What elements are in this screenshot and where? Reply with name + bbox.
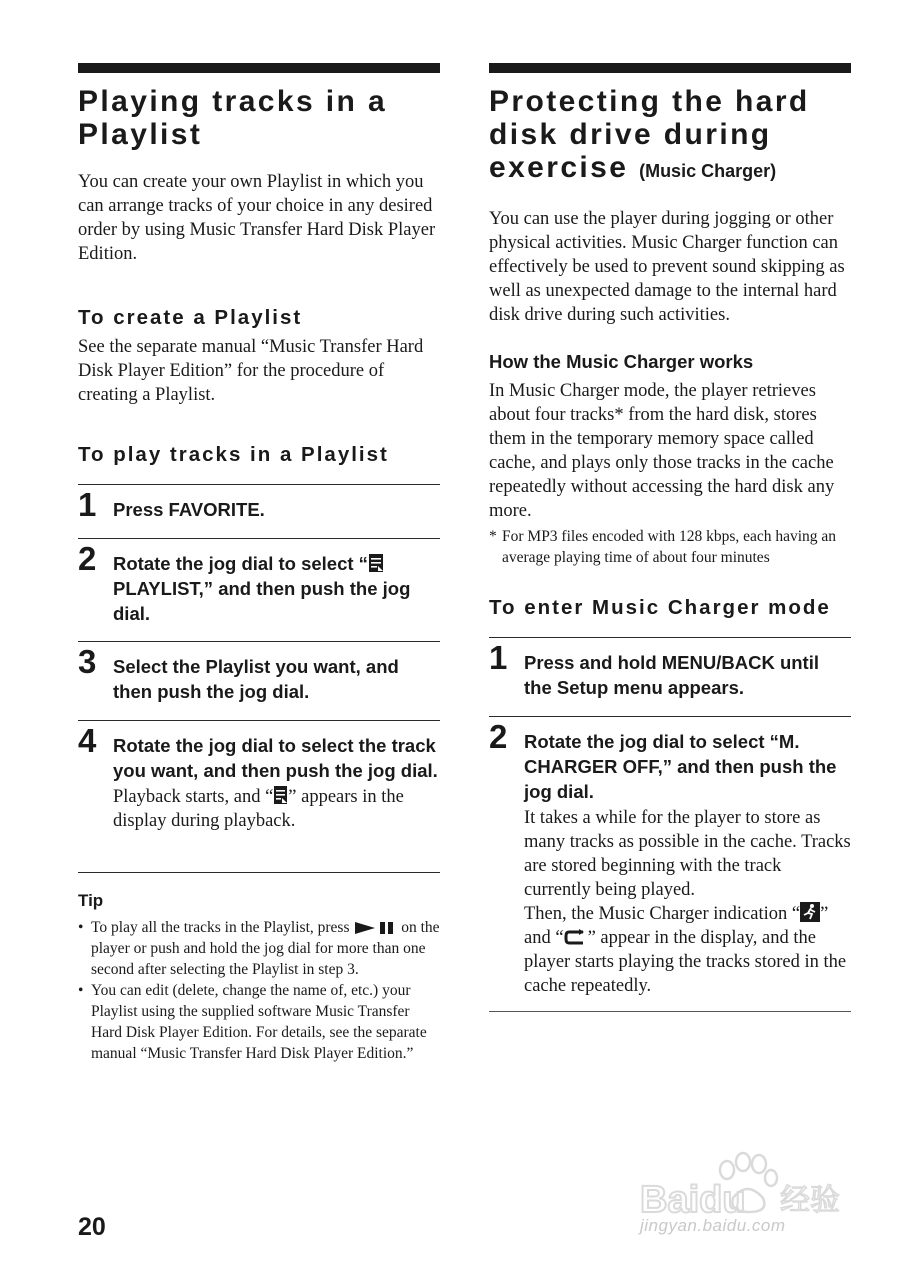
- step-body-part: Then, the Music Charger indication “: [524, 904, 801, 924]
- playlist-icon: [368, 553, 385, 573]
- step-number: 1: [78, 486, 97, 523]
- music-charger-intro: You can use the player during jogging or other physical activities. Music Charger function can effectively be used to prevent sound skipping as well as unexpected damage to the internal hard disk drive during such activities.: [489, 209, 845, 325]
- step-number: 1: [489, 639, 508, 676]
- step-body: [524, 902, 851, 998]
- create-playlist-body: See the separate manual “Music Transfer Hard Disk Player Edition” for the procedure of creating a Playlist.: [78, 337, 424, 405]
- section-top-rule: [78, 63, 440, 73]
- divider: [78, 872, 440, 873]
- step-number: 2: [78, 540, 97, 577]
- create-playlist-heading: To create a Playlist: [78, 306, 303, 329]
- how-heading: How the Music Charger works: [489, 351, 754, 372]
- playlist-icon: [273, 785, 288, 805]
- step-text: [113, 542, 440, 626]
- step-3: [78, 642, 440, 720]
- play-pause-icon: [353, 921, 397, 935]
- section-title-playlist: Playing tracks in a Playlist: [78, 85, 388, 151]
- title-subtitle: (Music Charger): [639, 161, 777, 181]
- footnote-mark: *: [489, 528, 497, 545]
- footnote: [489, 526, 851, 568]
- step-body: [113, 785, 440, 833]
- tip-text: on the player or push and hold the jog dial for more than one second after selecting the Playlist in step 3.: [91, 919, 440, 978]
- watermark-brand: Baidu: [640, 1179, 746, 1221]
- step-number: 2: [489, 718, 508, 755]
- music-charger-icon: [800, 902, 820, 922]
- section-top-rule: [489, 63, 851, 73]
- step-body-part: ” appear in the display, and the player starts playing the tracks stored in the cache repeatedly.: [524, 928, 847, 996]
- right-column: [489, 63, 851, 1012]
- divider: [489, 1011, 851, 1012]
- step-text-part: PLAYLIST,” and then push the jog dial.: [113, 578, 411, 624]
- step-number: 4: [78, 722, 97, 759]
- step-text: Rotate the jog dial to select “M. CHARGER OFF,” and then push the jog dial.: [524, 731, 837, 802]
- left-column: [78, 63, 440, 1064]
- step-text: Rotate the jog dial to select the track you want, and then push the jog dial.: [113, 735, 438, 781]
- tip-title: Tip: [78, 891, 104, 910]
- tip-list: [78, 917, 440, 1064]
- step-body-part: Playback starts, and “: [113, 787, 274, 807]
- step-2: [489, 717, 851, 1011]
- play-playlist-heading: To play tracks in a Playlist: [78, 443, 389, 466]
- step-1: [78, 485, 440, 538]
- tip-text: To play all the tracks in the Playlist, press: [91, 919, 354, 936]
- watermark-url: jingyan.baidu.com: [640, 1216, 786, 1235]
- tip-item: • You can edit (delete, change the name of, etc.) your Playlist using the supplied software Music Transfer Hard Disk Player Edition. For details, see the separate manual “Music Transfer Hard Disk Player Edition.”: [78, 980, 440, 1064]
- how-body: In Music Charger mode, the player retrieves about four tracks* from the hard disk, stores them in the temporary memory space called cache, and plays only those tracks in the cache repeatedly without accessing the hard disk any more.: [489, 381, 835, 521]
- playlist-intro: You can create your own Playlist in which you can arrange tracks of your choice in any desired order by using Music Transfer Hard Disk Player Edition.: [78, 172, 436, 264]
- page-number: 20: [78, 1213, 106, 1241]
- tip-item: [78, 917, 440, 980]
- footnote-text: For MP3 files encoded with 128 kbps, each having an average playing time of about four minutes: [502, 528, 837, 566]
- step-text: Press and hold MENU/BACK until the Setup menu appears.: [524, 652, 819, 698]
- step-1: [489, 638, 851, 716]
- enter-mode-heading: To enter Music Charger mode: [489, 596, 831, 619]
- section-title-music-charger: [489, 85, 851, 188]
- step-body: It takes a while for the player to store as many tracks as possible in the cache. Tracks are stored beginning with the track currently being played.: [524, 808, 851, 900]
- repeat-icon: [564, 928, 588, 946]
- step-number: 3: [78, 643, 97, 680]
- watermark-cn: 经验: [780, 1183, 840, 1218]
- step-4: [78, 721, 440, 872]
- step-body-part: ” appears in the display during playback.: [113, 787, 404, 831]
- step-2: [78, 539, 440, 641]
- step-body-part: ” and “: [524, 904, 829, 948]
- step-text: Select the Playlist you want, and then push the jog dial.: [113, 656, 399, 702]
- title-text: Protecting the hard disk drive during exercise: [489, 85, 810, 184]
- step-text: Press FAVORITE.: [113, 499, 265, 520]
- step-text-part: Rotate the jog dial to select “: [113, 553, 368, 574]
